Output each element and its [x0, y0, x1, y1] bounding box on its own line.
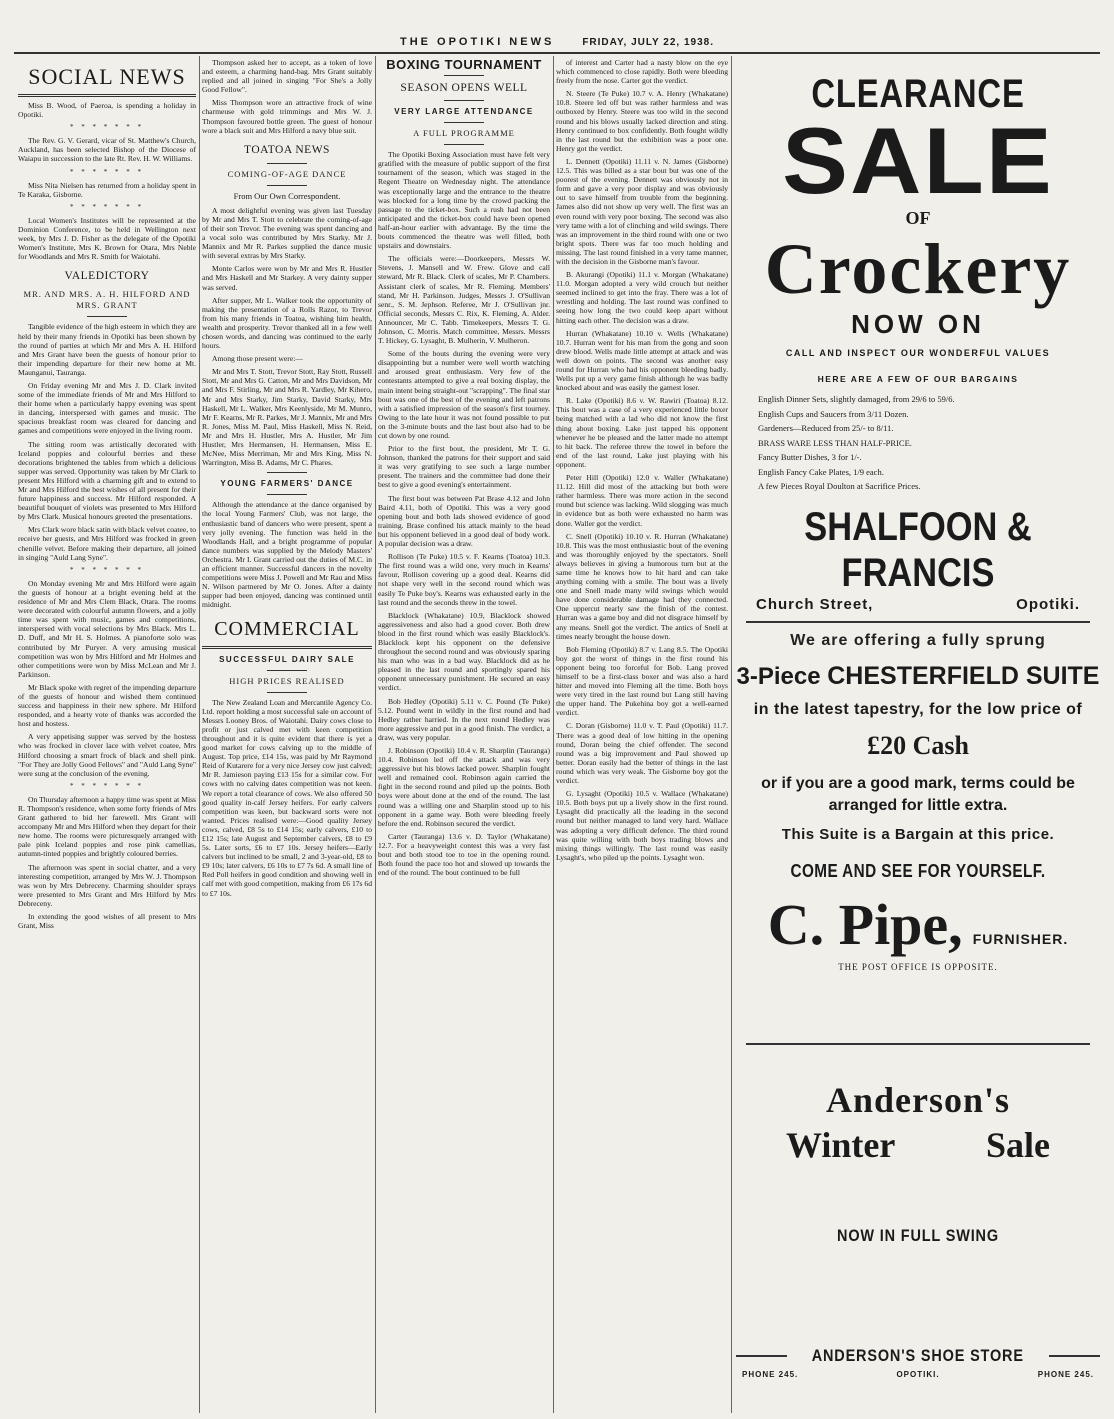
boxing-paragraph: Peter Hill (Opotiki) 12.0 v. Waller (Whakatane) 11.12. Hill did most of the attacking but both were rather harmless. There was more action in the second round but science was lacking. Wild slogging was much in evidence but as both were exhausted no harm was done. Waller got the verdict. [556, 473, 728, 528]
full-swing-line: NOW IN FULL SWING [837, 1226, 999, 1245]
boxing-paragraph: Rollison (Te Puke) 10.5 v. F. Kearns (Toatoa) 10.3. The first round was a wild one, very much in Kearns' favour, Rollison covering up a good deal. Kearns did not shape very well in the second round which was easily Te Puke boy's. Kearns was exhausted early in the last round and the seconds threw in the towel. [378, 552, 550, 607]
correspondent-line: From Our Own Correspondent. [233, 190, 341, 201]
offer-line: We are offering a fully sprung [790, 632, 1046, 649]
valedictory-paragraph: In extending the good wishes of all present to Mrs Grant, Miss [18, 912, 196, 931]
suite-line [736, 662, 1100, 691]
boxing-paragraph: The Opotiki Boxing Association must have felt very gratified with the measure of public support of the first tournament of the season, which was staged in the Regent Theatre on Wednesday night. The attendance was exceptionally large and the entrance to the theatre was blocked for a long time by the crowd packing the passage to the ticket-box. Such a rush had not been anticipated and the ticket-box could have been opened half-an-hour earlier with advantage. By the time the bouts commenced the theatre was well filled, both upstairs and downstairs. [378, 150, 550, 251]
valedictory-heading: VALEDICTORY [64, 270, 150, 283]
bargain-item: A few Pieces Royal Doulton at Sacrifice Prices. [758, 481, 921, 491]
boxing-paragraph: Bob Hedley (Opotiki) 5.11 v. C. Pound (Te Puke) 5.12. Pound went in wildly in the first round and had Hedley rather harried. In the next round Hedley was more aggressive and put in a good finish. The verdict, a draw, was very popular. [378, 696, 550, 742]
high-prices-heading: HIGH PRICES REALISED [229, 675, 345, 686]
bargain-item: Fancy Butter Dishes, 3 for 1/-. [758, 452, 862, 462]
column-rule [731, 56, 732, 1413]
boxing-paragraph: C. Doran (Gisborne) 11.0 v. T. Paul (Opotiki) 11.7. There was a good deal of low hitting in the opening round, Doran being the chief offender. The second round was a big improvement and Paul showed up better. Doran easily had the better of things in the last round which was very weak. The Gisborne boy got the verdict. [556, 721, 728, 786]
valedictory-paragraph: On Monday evening Mr and Mrs Hilford were again the guests of honour at a bright evening held at the residence of Mr and Mrs Clem Black, Otara. The rooms were decorated with colourful autumn flowers, and a jolly time was spent with music, games and competitions, interspersed with vocal selections by Mrs Black. Mrs L. D. Duff, and Mr H. S. Holmes. A pianoforte solo was contributed by Mr Puryer. A very amusing musical competition was won by Mrs Hilford and Mr Holmes and other competitions were won by Miss McLean and Mr J. Parkinson. [18, 578, 196, 679]
bargain-list [758, 392, 1100, 494]
valedictory-paragraph: A very appetising supper was served by the hostess who was frocked in clover lace with velvet coatee, Mrs Hilford choosing a smart frock of black and shell pink. "For They are Jolly Good Fellows" and "Auld Lang Syne" were sung at the conclusion of the evening. [18, 732, 196, 778]
firm-name: SHALFOON & FRANCIS [804, 504, 1032, 595]
valedictory-paragraph: On Thursday afternoon a happy time was spent at Miss R. Thompson's residence, when some forty friends of Mrs Grant gathered to bid her farewell. Mrs Grant will accompany Mr and Mrs Hilford when they depart for their new home. The rooms were picturesquely arranged with pale pink Iceland poppies and rose pink camellias, autumn-tinted poppies and brightly coloured berries. [18, 794, 196, 859]
social-paragraph: Local Women's Institutes will be represented at the Dominion Conference, to be held in Wellington next week, by Mrs J. D. Fisher as the delegate of the Opotiki Women's Institute, Mrs K. Brown for Otara, Mrs Neble for Woodlands and Mrs R. Smith for Waiotahi. [18, 215, 196, 262]
crockery-sale-ad [736, 58, 1100, 613]
phone-left: PHONE 245. [742, 1370, 799, 1379]
winter-word: Winter [786, 1125, 896, 1165]
valedictory-paragraph: Mrs Clark wore black satin with black velvet coatee, to receive her guests, and Mrs Hilford was frocked in green chenille velvet. Before making their departure, all joined in singing "Auld Lang Syne". [18, 525, 196, 562]
boxing-paragraph: The officials were:—Doorkeepers, Messrs W. Stevens, J. Mansell and W. Frew. Glove and call steward, Mr R. Black. Clerk of scales, Mr P. Chambers. Assistant clerk of scales, Mr R. Fleming. Members' stand, Mr H. Parkinson. Judges, Messrs J. O'Sullivan senr., S. M. Jephson. Referee, Mr J. O'Sullivan jnr. Official seconds, Messrs C. Rix, K. Fleming, A. Alder. Announcer, Mr C. Tabb. Timekeepers, Messrs T. G. Johnson, C. Morris. Match committee, Messrs. Messrs T. Hickey, G. Lysaght, B. Mulherin, V. Mulheron. [378, 254, 550, 346]
store-town: OPOTIKI. [896, 1370, 940, 1379]
store-rule-right [1049, 1355, 1100, 1357]
valedictory-paragraph: Miss Thompson wore an attractive frock of wine charmeuse with gold trimmings and Mrs W. J. Thompson favoured bottle green. The guest of honour wore a black suit and Mrs Hilford a navy blue suit. [202, 98, 372, 135]
coming-of-age-heading: COMING-OF-AGE DANCE [227, 168, 347, 179]
toatoa-news-heading: TOATOA NEWS [244, 143, 330, 156]
boxing-paragraph: B. Akurangi (Opotiki) 11.1 v. Morgan (Whakatane) 11.0. Morgan adopted a very wild crouch but neither seemed inclined to get into the fray. There was a lot of wrestling and holding. The last round was confined to seeing how long the two could keep apart without hitting each other. The decision was a draw. [556, 270, 728, 325]
column-social-news [18, 58, 196, 1411]
column-boxing [378, 58, 550, 1411]
valedictory-paragraph: On Friday evening Mr and Mrs J. D. Clark invited some of the immediate friends of Mr and Mrs Hilford to their home when a particularly happy evening was spent in dancing, interspersed with games and music. The spacious breakfast room was cleared for dancing and games and competitions were enjoyed in the living room. [18, 380, 196, 436]
suite-name: CHESTERFIELD SUITE [827, 662, 1100, 690]
column-boxing-continued [556, 58, 728, 1411]
store-rule-left [736, 1355, 787, 1357]
post-office-line: THE POST OFFICE IS OPPOSITE. [838, 962, 998, 972]
suite-size: 3-Piece [736, 663, 821, 690]
boxing-paragraph: of interest and Carter had a nasty blow on the eye which commenced to close rapidly. Both were bleeding freely from the nose. Carter got the verdict. [556, 58, 728, 86]
boxing-paragraph: L. Dennett (Opotiki) 11.11 v. N. James (Gisborne) 12.5. This was billed as a star bout but was one of the poorest of the evening. Dennett was obviously not in form and gave a very poor display and was obviously out to save himself from trouble from the beginning. James also did not show up very well. The first was an even round with very poor boxing. The second was also very tame with a lot of clinching and wild swings. There was an improvement in the third round with one or two bright spots. There was far too much holding and missing. The last round finished in a very tame manner, with the decision in the Gisborne man's favour. [556, 156, 728, 266]
firm-address [736, 596, 1100, 613]
column-toatoa-commercial [202, 58, 372, 1411]
bargain-item: English Cups and Saucers from 3/11 Dozen. [758, 408, 909, 419]
phone-right: PHONE 245. [1037, 1370, 1094, 1379]
toatoa-paragraph: Mr and Mrs T. Stott, Trevor Stott, Ray Stott, Russell Stott, Mr and Mrs G. Catton, Mr and Mrs Davidson, Mr and Mrs F. Stirling, Mr and Mrs R. Yardley, Mr Kihero, Mr and Mrs Starky, Jim Starky, David Starky, Mrs Haskell, Mr L. Walker, Mrs Keenlyside, Mr M. Munro, Mr F. Kearns, Mr R. Parkes, Mr J. Mannix, Mr and Mrs R. Jones, Miss M. Paul, Miss Haskell, Miss N. Reid, Mr and Mrs H. Hustler, Mrs A. Hustler, Mr Jim Hustler, Mrs Hermansen, H. Hermansen, Miss E. McNee, Miss Merriman, Mr and Mrs King, Miss N. Warrington, Miss B. Adams, Mr C. Phares. [202, 367, 372, 468]
bargains-heading: HERE ARE A FEW OF OUR BARGAINS [817, 374, 1019, 384]
short-rule [267, 472, 307, 473]
call-inspect-line: CALL AND INSPECT OUR WONDERFUL VALUES [785, 348, 1051, 358]
sale-word: Sale [985, 1125, 1050, 1165]
winter-sale-ad [736, 1058, 1100, 1418]
toatoa-paragraph: Monte Carlos were won by Mr and Mrs R. Hustler and Mrs Haskell and Mr Starkey. A very dainty supper was served. [202, 264, 372, 292]
commercial-paragraph: The New Zealand Loan and Mercantile Agency Co. Ltd. report holding a most successful sale on account of Messrs Looney Bros. of Waiotahi. Dairy cows close to profit or just calved met with keen competition throughout and it is quite evident that there is yet a good market for cows calving up to the middle of August. Top price, £14 15s, was paid by Mr Raymond Reid of Kutarere for a very nice Jersey cow just calved; Mr R. Jamieson paying £13 15s for a similar cow. For cows with no calving dates competition was not keen. We report a total clearance of cows. We also offered 50 good quality in-calf Jersey heifers. For early calvers competition was keen, but backward sorts were not wanted. Prices realised were:—Good quality Jersey cows, calved, £8 5s to £14 15s; early calvers, £10 to £12 15s; late August and September calvers, £8 to £9 5s. Later sorts, £6 to £7 10s. Jersey heifers—Early calvers but inclined to be small, 2 and 3-year-old, £8 to £9 10s; later calvers, £6 10s to £7 7s 6d. A small line of Red Poll heifers in good condition and showing well in calf met with good competition, making from £6 17s 6d to £7 10s. [202, 697, 372, 898]
dairy-sale-heading: SUCCESSFUL DAIRY SALE [219, 654, 355, 664]
boxing-paragraph: Bob Fleming (Opotiki) 8.7 v. Lang 8.5. The Opotiki boy got the worst of things in the first round his opponent being too forceful for Bob. Lang proved himself to be a first-class boxer and was also a hard hitter and moved into Fleming all the time. Both boys were very tired in the last round but Lang still having the upper hand. The Pukehina boy got a well-earned verdict. [556, 644, 728, 718]
short-rule [267, 185, 307, 186]
advertisement-column [736, 58, 1100, 1411]
of-word: OF [905, 208, 931, 228]
column-rule [375, 56, 376, 1413]
firm-town: Opotiki. [1016, 595, 1080, 613]
boxing-paragraph: C. Snell (Opotiki) 10.10 v. R. Hurran (Whakatane) 10.8. This was the most enthusiastic bout of the evening and was thoroughly enjoyed by the spectators. Snell always believes in giving a humorous turn but at the same time he knows how to hit hard and can take anything coming with a smile. The bout was a lively one and Snell made many wild swings which would have done considerable damage had they connected. One uppercut nearly saw the finish of the contest. Hurran was a game boy and did not disgrace himself by any means. Snell got the verdict. The antics of Snell at times nearly brought the house down. [556, 531, 728, 641]
valedictory-paragraph: Mr Black spoke with regret of the impending departure of the guests of honour and wished them continued success and happiness in their new sphere. Mr Hilford responded, and a hearty vote of thanks was accorded the host and hostess. [18, 682, 196, 729]
boxing-paragraph: Blacklock (Whakatane) 10.9, Blacklock showed aggressiveness and also had a good cover. Both drew blood in the first round which was easily Blacklock's. Blacklock kept his opponent on the defensive throughout the second round and was obviously sparing his man who was in a bad way. Blacklock did as he pleased in the last round and sportingly spared his opponent unnecessary punishment. He secured an easy verdict. [378, 610, 550, 693]
sale-title: SALE [782, 108, 1054, 213]
short-rule [444, 75, 484, 76]
clearance-title: CLEARANCE [811, 72, 1025, 116]
short-rule [87, 316, 127, 317]
boxing-paragraph: Prior to the first bout, the president, Mr T. G. Johnson, thanked the patrons for their support and said it was very gratifying to see such a large number present. The trainers and the committee had done their best to give a good evening's entertainment. [378, 444, 550, 490]
masthead [0, 34, 1114, 50]
column-rule [199, 56, 200, 1413]
social-paragraph: The Rev. G. V. Gerard, vicar of St. Matthew's Church, Auckland, has been selected Bishop of the Diocese of Waiapu in succession to the late Rt. Rev. H. W. Williams. [18, 136, 196, 164]
boxing-paragraph: Some of the bouts during the evening were very disappointing but a number were well worth watching and aroused great enthusiasm. Very few of the contestants attempted to give a real boxing display, the main intent being straight-out "scrapping". The final star bout was one of the best of the evening and left patrons with a satisfied impression of the season's first tourney. Owing to the late hour it was not found possible to put on the 3-minute bouts and the last bout also had to be cut down by one round. [378, 349, 550, 440]
boxing-paragraph: G. Lysaght (Opotiki) 10.5 v. Wallace (Whakatane) 10.5. Both boys put up a lively show in the first round. Lysaght did practically all the leading in the second round but neither managed to land very hard. Wallace was adopting a very difficult defence. The third round was quite willing with both boys trading blows and mixing things willingly. The last round was easily Lysaght's, who piled up the points. Lysaght won. [556, 789, 728, 862]
programme-heading: A FULL PROGRAMME [413, 128, 515, 139]
heading-rule [18, 94, 196, 97]
bargain-item: Gardeners—Reduced from 25/- to 8/11. [758, 423, 894, 433]
chesterfield-suite-ad [736, 628, 1100, 1018]
boxing-paragraph: Carter (Tauranga) 13.6 v. D. Taylor (Whakatane) 12.7. For a heavyweight contest this was a very fast bout and both stood toe to toe in the opening round. Both found the pace too hot and slowed up towards the end of the round. The bout continued to be full [378, 831, 550, 878]
masthead-rule [14, 52, 1100, 54]
boxing-tournament-heading: BOXING TOURNAMENT [386, 58, 542, 72]
short-rule [444, 100, 484, 101]
star-divider: * * * * * * * [70, 565, 144, 574]
star-divider: * * * * * * * [70, 781, 144, 790]
commercial-heading: COMMERCIAL [214, 617, 360, 640]
short-rule [444, 144, 484, 145]
bargain-item: BRASS WARE LESS THAN HALF-PRICE. [758, 437, 912, 448]
winter-sale-title [736, 1122, 1100, 1168]
short-rule [267, 163, 307, 164]
furnisher-trade: FURNISHER. [972, 931, 1069, 947]
issue-date: FRIDAY, JULY 22, 1938. [582, 36, 715, 48]
short-rule [444, 122, 484, 123]
valedictory-subheading: MR. AND MRS. A. H. HILFORD AND MRS. GRANT [23, 289, 191, 311]
valedictory-paragraph: The sitting room was artistically decorated with Iceland poppies and colourful berries and these decorations brightened the tables from which a delicious supper was served. Opportunity was taken by Mr Clark to present Mrs Hilford with a charming gift and to extend to Mr and Mrs Hilford the best wishes of all present for their future happiness and success. Mr Hilford responded. A beautiful bouquet of violets was presented to Mrs Hilford by Mrs Clark. Musical honours greeted the presentations. [18, 439, 196, 522]
short-rule [267, 670, 307, 671]
tapestry-line: in the latest tapestry, for the low price of [753, 701, 1083, 718]
store-name-row [736, 1346, 1100, 1366]
social-paragraph: Miss B. Wood, of Paeroa, is spending a holiday in Opotiki. [18, 101, 196, 120]
boxing-paragraph: R. Lake (Opotiki) 8.6 v. W. Rawiri (Toatoa) 8.12. This bout was a case of a very experienced little boxer being matched with a lad who did not know the first thing about boxing. Lake just tapped his opponent whenever he be pleased and the latter made no attempt to hit back. The referee threw the towel in before the end of the last round, Lake just playing with his opponent. [556, 396, 728, 469]
price-line: £20 Cash [867, 731, 969, 760]
ad-separator [746, 1043, 1090, 1045]
young-farmers-paragraph: Although the attendance at the dance organised by the local Young Farmers' Club, was not large, the enthusiastic band of dancers who were present, spent a very jolly evening. The function was held in the Woodlands Hall, and a bright programme of popular dance numbers was supplied by the Melody Masters' Orchestra. Mr I. Grant carried out the duties of M.C. in an efficient manner. Successful dancers in the novelty competitions were Miss J. Powell and Mr Rau and Miss N. Wilson partnered by Mr O. Jones. After a dainty supper had been enjoyed, dancing was continued until midnight. [202, 500, 372, 610]
come-and-see-line: COME AND SEE FOR YOURSELF. [790, 861, 1046, 881]
furnisher-name-row [736, 892, 1100, 957]
valedictory-paragraph: Tangible evidence of the high esteem in which they are held by their many friends in Opotiki has been shown by the round of parties at which Mr and Mrs A. H. Hilford and Mrs Grant have been the guests of honour prior to their impending departure for their new home at Mt. Maunganui, Tauranga. [18, 322, 196, 377]
bargain-line: This Suite is a Bargain at this price. [781, 826, 1055, 843]
ad-separator [746, 621, 1090, 623]
firm-street: Church Street, [756, 595, 874, 613]
furnisher-name: C. Pipe, [767, 892, 963, 957]
bargain-item: English Dinner Sets, slightly damaged, from 29/6 to 59/6. [758, 394, 955, 404]
paper-name: THE OPOTIKI NEWS [399, 36, 555, 48]
star-divider: * * * * * * * [70, 202, 144, 211]
star-divider: * * * * * * * [70, 123, 144, 132]
toatoa-paragraph: Among those present were:— [212, 354, 303, 364]
valedictory-paragraph: Thompson asked her to accept, as a token of love and esteem, a charming hand-bag. Mrs Grant suitably replied and all joined in singing "For She's a Jolly Good Fellow". [202, 58, 372, 95]
store-name: ANDERSON'S SHOE STORE [811, 1346, 1025, 1365]
boxing-paragraph: Hurran (Whakatane) 10.10 v. Wells (Whakatane) 10.7. Hurran went for his man from the gong and soon drew blood. Wells made little attempt at attack and was well down on points. The second was another easy round for Hurran who had his opponent bleeding badly. Wells put up a very game finish although he was badly knocked about and was easily the gamest loser. [556, 328, 728, 393]
now-on-banner: NOW ON [851, 309, 985, 339]
boxing-paragraph: N. Steere (Te Puke) 10.7 v. A. Henry (Whakatane) 10.8. Steere led off but was rather harmless and was outboxed by Henry. Steere was too wild in the second round and his blows usually lacked direction and sting. Henry continued to box confidently. Both fought wildly in the last round but the exhibition was a poor one. Henry got the verdict. [556, 89, 728, 153]
crockery-title: Crockery [764, 229, 1072, 309]
store-contact-row [736, 1370, 1100, 1379]
valedictory-paragraph: The afternoon was spent in social chatter, and a very interesting competition, arranged by Mrs W. J. Thompson was won by Mrs Debreceny. Charming shoulder sprays were presented to Mrs Grant and Mrs Hilford by Mrs Debreceny. [18, 862, 196, 908]
short-rule [267, 494, 307, 495]
boxing-paragraph: The first bout was between Pat Brase 4.12 and John Baird 4.11, both of Opotiki. This was a very good opening bout and both lads showed evidence of good training. Brase confined his attack mainly to the head but his opponent believed in a good deal of body work. A popular decision was a draw. [378, 493, 550, 549]
social-paragraph: Miss Nita Nielsen has returned from a holiday spent in Te Karaka, Gisborne. [18, 180, 196, 199]
social-news-heading: SOCIAL NEWS [28, 64, 186, 89]
star-divider: * * * * * * * [70, 167, 144, 176]
season-opens-heading: SEASON OPENS WELL [400, 82, 528, 95]
bargain-item: English Fancy Cake Plates, 1/9 each. [758, 466, 884, 477]
toatoa-paragraph: After supper, Mr L. Walker took the opportunity of making the presentation of a Rolls Razor, to Trevor from his many friends in Toatoa, wishing him health, wealth and prosperity. Trevor thanked all in a few well chosen words, and dancing was continued to the early hours. [202, 295, 372, 351]
attendance-heading: VERY LARGE ATTENDANCE [394, 107, 534, 117]
toatoa-paragraph: A most delightful evening was given last Tuesday by Mr and Mrs T. Stott to celebrate the coming-of-age of their son Trevor. The evening was spent dancing and a vocal solo was contributed by Mrs Starky. Mr J. Mannix and Mr R. Parkes supplied the dance music with several extras by Mrs Starky. [202, 205, 372, 261]
heading-rule [202, 646, 372, 649]
short-rule [267, 692, 307, 693]
andersons-title: Anderson's [825, 1080, 1011, 1120]
young-farmers-heading: YOUNG FARMERS' DANCE [220, 479, 354, 489]
column-rule [553, 56, 554, 1413]
terms-line: or if you are a good mark, terms could be arranged for little extra. [761, 775, 1075, 814]
boxing-paragraph: J. Robinson (Opotiki) 10.4 v. R. Sharplin (Tauranga) 10.4. Robinson led off the attack and was very aggressive but his blows lacked power. Sharplin fought well and remained cool. Robinson again carried the fight in the second round and piled up the points. Both boys were about done at the end of the round. The last round was a willing one and Sharplin stood up to his opponent in a game way. Both were bleeding freely before the end. Robinson secured the verdict. [378, 746, 550, 828]
